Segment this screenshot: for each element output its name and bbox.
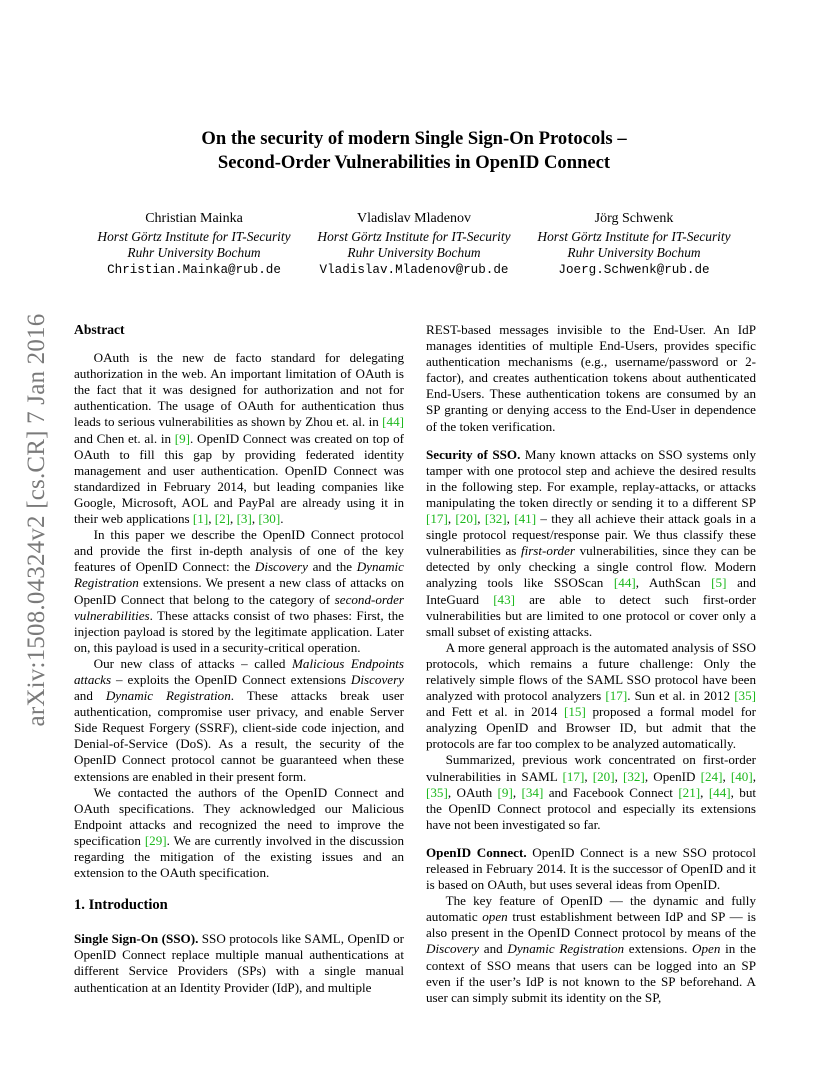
citation-link[interactable]: [34] <box>521 784 544 800</box>
author-affiliation: Horst Görtz Institute for IT-Security <box>317 228 511 244</box>
abstract-heading: Abstract <box>74 322 125 337</box>
citation-link[interactable]: [41] <box>514 511 537 527</box>
citation-link[interactable]: [43] <box>493 591 516 607</box>
citation-link[interactable]: [9] <box>497 784 513 800</box>
citation-link[interactable]: [17] <box>562 768 585 784</box>
key-feature-paragraph: The key feature of OpenID — the dynamic and fully automatic open trust establishment between IdP and SP — is also present in the OpenID Connect protocol by means of the Discovery and Dynamic Registration extensions. Open in the context of SSO means that users can be logged into an SP even if the user’s IdP is not known to the SP beforehand. A user can simply submit its identity on the SP, <box>426 893 757 1005</box>
author-university: Ruhr University Bochum <box>347 245 481 261</box>
paragraph-lead: Security of SSO. <box>426 446 521 462</box>
citation-link[interactable]: [29] <box>144 832 167 848</box>
citation-link[interactable]: [30] <box>258 511 281 527</box>
author-email[interactable]: Joerg.Schwenk@rub.de <box>558 262 710 277</box>
citation-link[interactable]: [35] <box>426 784 448 800</box>
right-column <box>426 322 756 1006</box>
author-name: Jörg Schwenk <box>594 211 674 226</box>
author-schwenk <box>514 211 754 278</box>
abstract-paragraph-3: Our new class of attacks – called Malicious Endpoints attacks – exploits the OpenID Connect extensions Discovery and Dynamic Registration. These attacks break user authentication, compromise user privacy, and enable Server Side Request Forgery (SSRF), client-side code injection, and Denial-of-Service (DoS). As a result, the security of the OpenID Connect protocol cannot be guaranteed when these extensions are enabled in their present form. <box>74 655 404 784</box>
citation-link[interactable]: [24] <box>700 768 723 784</box>
citation-link[interactable]: [20] <box>592 768 615 784</box>
general-approach-paragraph: A more general approach is the automated analysis of SSO protocols, which remains a future challenge: Only the relatively simple flows of the SAML SSO protocol have been analyzed with protocol analyzers [17]. Sun et al. in 2012 [35] and Fett et al. in 2014 [15] proposed a formal model for analyzing OpenID and Browser ID, but admit that the protocols are far too complex to be analyzed automatically. <box>426 639 757 752</box>
title-line-2: Second-Order Vulnerabilities in OpenID Connect <box>217 152 611 173</box>
paragraph-lead: Single Sign-On (SSO). <box>74 931 199 947</box>
left-column <box>74 322 404 996</box>
title-line-1: On the security of modern Single Sign-On Protocols – <box>201 128 627 149</box>
citation-link[interactable]: [44] <box>708 784 731 800</box>
author-name: Christian Mainka <box>145 211 243 226</box>
author-email[interactable]: Vladislav.Mladenov@rub.de <box>319 262 509 277</box>
security-of-sso-paragraph: Security of SSO. Many known attacks on SSO systems only tamper with one protocol step and achieve the desired results in the following step. For example, replay-attacks, or attacks manipulating the token directly or sending it to a different SP [17], [20], [32], [41] – they all achieve their attack goals in a single protocol request/response pair. We thus classify these vulnerabilities as first-order vulnerabilities, since they can be detected by only checking a single control flow. Modern analyzing tools like SSOScan [44], AuthScan [5] and InteGuard [43] are able to detect such first-order vulnerabilities but are limited to one protocol or cover only a small subset of existing attacks. <box>426 446 756 639</box>
citation-link[interactable]: [15] <box>563 704 586 720</box>
arxiv-identifier-stamp[interactable]: arXiv:1508.04324v2 [cs.CR] 7 Jan 2016 <box>23 313 50 727</box>
citation-link[interactable]: [44] <box>382 414 404 430</box>
summary-paragraph: Summarized, previous work concentrated on first-order vulnerabilities in SAML [17], [20], [32], OpenID [24], [40], [35], OAuth [9], [34] and Facebook Connect [21], [44], but the OpenID Connect protocol and especially its extensions have not been investigated so far. <box>426 752 757 832</box>
abstract-paragraph-4: We contacted the authors of the OpenID Connect and OAuth specifications. They acknowledged our Malicious Endpoint attacks and recognized the need to improve the specification [29]. We are currently involved in the discussion regarding the mitigation of the existing issues and an extension to the OAuth specification. <box>74 784 404 881</box>
citation-link[interactable]: [40] <box>730 768 753 784</box>
citation-link[interactable]: [9] <box>174 430 191 446</box>
paper-title <box>0 127 828 175</box>
citation-link[interactable]: [5] <box>711 575 727 591</box>
author-university: Ruhr University Bochum <box>567 245 701 261</box>
author-affiliation: Horst Görtz Institute for IT-Security <box>537 228 731 244</box>
citation-link[interactable]: [2] <box>214 511 231 527</box>
author-university: Ruhr University Bochum <box>127 245 261 261</box>
citation-link[interactable]: [21] <box>678 784 701 800</box>
openid-connect-paragraph: OpenID Connect. OpenID Connect is a new SSO protocol released in February 2014. It is the successor of OpenID and it is based on OAuth, but uses several ideas from OpenID. <box>426 844 756 893</box>
citation-link[interactable]: [44] <box>613 575 636 591</box>
citation-link[interactable]: [32] <box>484 511 507 527</box>
abstract-paragraph-2: In this paper we describe the OpenID Connect protocol and provide the first in-depth analysis of one of the key features of OpenID Connect: the Discovery and the Dynamic Registration extensions. We present a new class of attacks on OpenID Connect that belong to the category of second-order vulnerabilities. These attacks consist of two phases: First, the injection payload is stored by the legitimate application. Later on, this payload is used in a security-critical operation. <box>74 527 404 655</box>
abstract-paragraph-1: OAuth is the new de facto standard for delegating authorization in the web. An important limitation of OAuth is the fact that it was designed for authorization and not for authentication. The usage of OAuth for authentication thus leads to serious vulnerabilities as shown by Zhou et. al. in [44] and Chen et. al. in [9]. OpenID Connect was created on top of OAuth to fill this gap by providing federated identity management and user authentication. OpenID Connect was standardized in February 2014, but leading companies like Google, Microsoft, AOL and PayPal are already using it in their web applications [1], [2], [3], [30]. <box>74 350 404 527</box>
author-mainka <box>74 211 314 278</box>
author-email[interactable]: Christian.Mainka@rub.de <box>107 262 281 277</box>
citation-link[interactable]: [3] <box>236 511 252 527</box>
author-mladenov <box>294 211 534 278</box>
citation-link[interactable]: [1] <box>192 511 209 527</box>
citation-link[interactable]: [32] <box>623 768 645 784</box>
author-affiliation: Horst Görtz Institute for IT-Security <box>97 228 291 244</box>
section-heading-introduction: 1. Introduction <box>74 897 168 914</box>
paragraph-lead: OpenID Connect. <box>426 844 527 860</box>
author-name: Vladislav Mladenov <box>357 211 471 226</box>
right-paragraph-1: REST-based messages invisible to the End-User. An IdP manages identities of multiple End-Users, provides specific authentication mechanisms (e.g., username/password or 2-factor), and creates authentication tokens about authenticated End-Users. These authentication tokens are consumed by an SP granting or denying access to the End-User in dependence of the token verification. <box>426 322 756 434</box>
citation-link[interactable]: [17] <box>426 511 448 527</box>
intro-paragraph-sso: Single Sign-On (SSO). SSO protocols like SAML, OpenID or OpenID Connect replace multiple manual authentications at different Service Providers (SPs) with a single manual authentication at an Identity Provider (IdP), and multiple <box>74 931 404 995</box>
citation-link[interactable]: [17] <box>605 688 628 704</box>
citation-link[interactable]: [35] <box>734 688 757 704</box>
citation-link[interactable]: [20] <box>455 511 478 527</box>
